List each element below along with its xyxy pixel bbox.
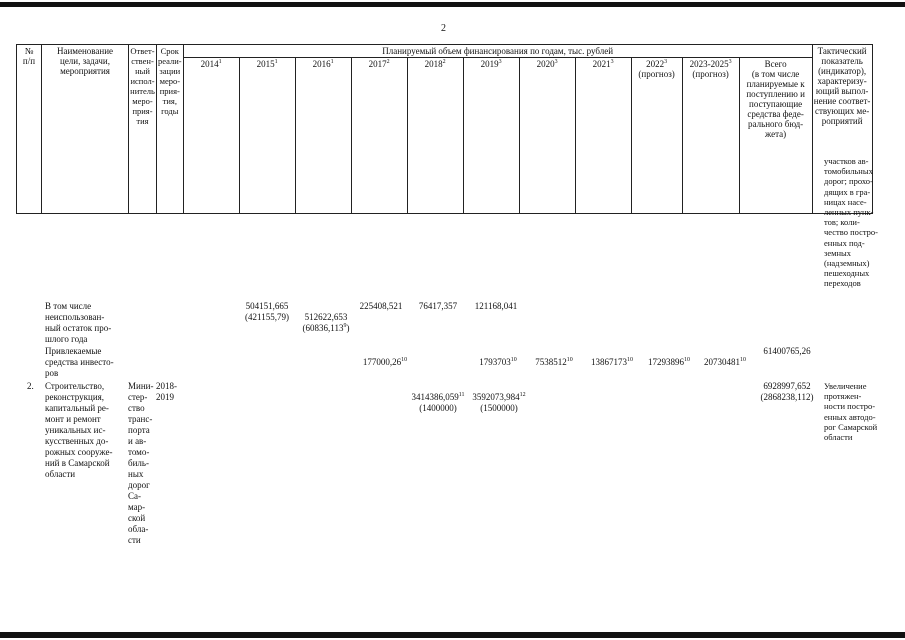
unused-balance-2015: 504151,665 (421155,79) (245, 301, 289, 322)
unused-balance-2019: 121168,041 (474, 301, 518, 311)
investor-funds-2019: 1793703$^{10}$ (479, 357, 517, 367)
item2-indicator: Увеличение протяжен- ности постро- енных автодо- рог Самарской области (824, 381, 878, 443)
header-year-2016: 2016$^1$ (295, 58, 351, 214)
header-year-2020: 2020$^3$ (519, 58, 575, 214)
investor-funds-2017: 177000,26$^{10}$ (362, 357, 408, 367)
investor-funds-2021: 13867173$^{10}$ (591, 357, 633, 367)
header-table (16, 44, 873, 214)
unused-balance-label: В том числе неиспользован- ный остаток про- шлого года (45, 301, 112, 344)
item2-term: 2018- 2019 (156, 381, 177, 402)
investor-funds-2020: 7538512$^{10}$ (535, 357, 573, 367)
item2-responsible: Мини- стер- ство транс- порта и ав- томо- биль- ных дорог Са- мар- ской обла- сти (128, 381, 154, 545)
item2-label: Строительство, реконструкция, капитальный ре- монт и ремонт уникальных ис- кусственных до- рожных сооруже- ний в Самарской области (45, 381, 113, 479)
header-year-2017: 2017$^2$ (351, 58, 407, 214)
investor-funds-label: Привлекаемые средства инвесто- ров (45, 346, 114, 378)
investor-funds-2023-2025: 20730481$^{10}$ (704, 357, 746, 367)
header-year-2021: 2021$^3$ (575, 58, 631, 214)
unused-balance-2018: 76417,357 (418, 301, 458, 311)
bottom-border (0, 632, 905, 638)
item2-2019: 3592073,984$^{12}$ (1500000) (472, 392, 526, 413)
header-year-2015: 2015$^1$ (239, 58, 295, 214)
header-name: Наименование цели, задачи, мероприятия (42, 45, 129, 214)
page-number: 2 (441, 23, 446, 34)
header-num: № п/п (17, 45, 42, 214)
header-responsible: Ответ- ствен- ный испол- нитель меро- прия- тия (129, 45, 157, 214)
header-year-2014: 2014$^1$ (183, 58, 239, 214)
header-funding-title: Планируемый объем финансирования по годам, тыс. рублей (183, 45, 812, 58)
header-year-2023-2025: 2023-2025$^3$ (прогноз) (682, 58, 739, 214)
top-border (0, 2, 905, 7)
investor-funds-2022: 17293896$^{10}$ (648, 357, 690, 367)
header-year-2018: 2018$^2$ (407, 58, 463, 214)
unused-balance-2017: 225408,521 (359, 301, 403, 311)
header-total: Всего (в том числе планируемые к поступлению и поступающие средства феде- рального бюд- жета) (739, 58, 812, 214)
header-year-2019: 2019$^3$ (463, 58, 519, 214)
continued-indicator: участков ав- томобильных дорог; прохо- дящих в гра- ницах насе- ленных пунк- тов; коли- чество постро- енных под- земных (надземных) пешеходных переходов (824, 156, 879, 289)
item2-2018: 3414386,059$^{11}$ (1400000) (411, 392, 465, 413)
header-term: Срок реали- зации меро- прия- тия, годы (157, 45, 184, 214)
item2-total: 6928997,652 (2868238,112) (760, 381, 814, 402)
item2-num: 2. (27, 381, 34, 391)
header-indicator: Тактический показатель (индикатор), характеризу- ющий выпол- нение соответ- ствующих ме- роприятий (812, 45, 872, 214)
unused-balance-2016: 512622,653 (60836,113$^9$) (302, 312, 350, 333)
investor-funds-total: 61400765,26 (763, 346, 811, 356)
header-year-2022: 2022$^3$ (прогноз) (631, 58, 682, 214)
